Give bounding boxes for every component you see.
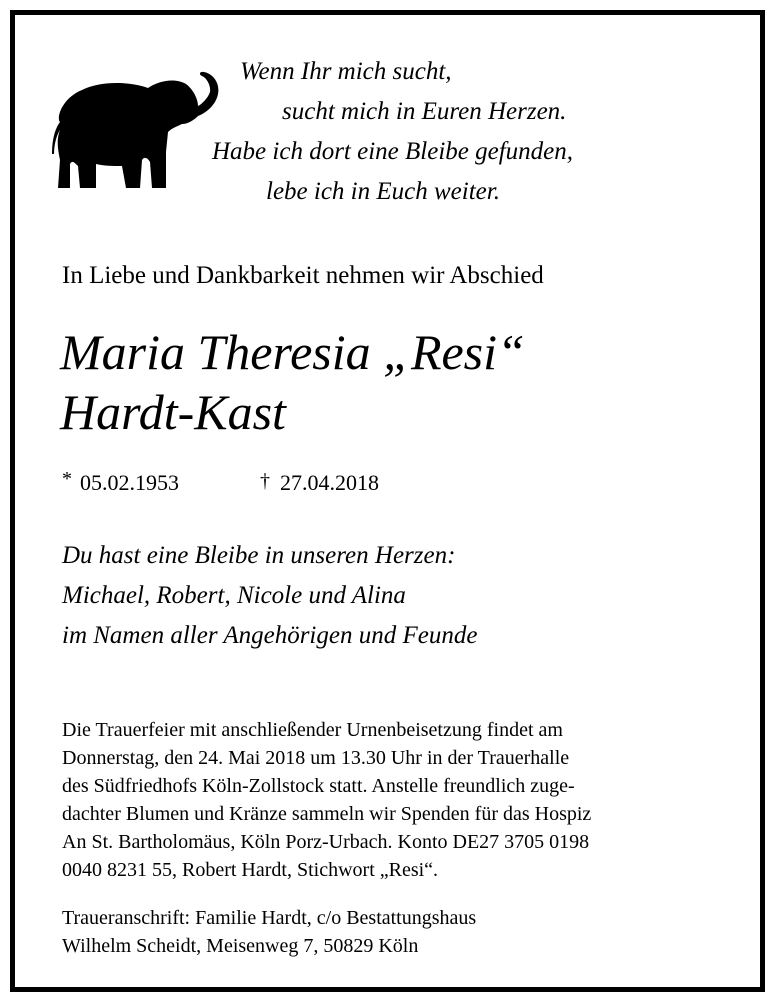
details-line: 0040 8231 55, Robert Hardt, Stichwort „Resi“. bbox=[62, 859, 439, 881]
birth-date: 05.02.1953 bbox=[80, 470, 179, 495]
details-line: Donnerstag, den 24. Mai 2018 um 13.30 Uhr in der Trauerhalle bbox=[62, 747, 570, 769]
details-line: dachter Blumen und Kränze sammeln wir Spenden für das Hospiz bbox=[62, 803, 592, 825]
poem-line: Wenn Ihr mich sucht, bbox=[240, 58, 452, 85]
details-line: des Südfriedhofs Köln-Zollstock statt. Anstelle freundlich zuge- bbox=[62, 775, 575, 797]
address-line: Traueranschrift: Familie Hardt, c/o Bestattungshaus bbox=[62, 907, 477, 929]
farewell-intro: In Liebe und Dankbarkeit nehmen wir Abschied bbox=[62, 262, 544, 289]
signature-line: im Namen aller Angehörigen und Feunde bbox=[62, 622, 478, 649]
signature-line: Du hast eine Bleibe in unseren Herzen: bbox=[62, 542, 456, 569]
deceased-name-line2: Hardt-Kast bbox=[60, 384, 286, 440]
poem-line: Habe ich dort eine Bleibe gefunden, bbox=[212, 138, 573, 165]
mourning-address bbox=[62, 904, 476, 960]
address-line: Wilhelm Scheidt, Meisenweg 7, 50829 Köln bbox=[62, 935, 419, 957]
signature-line: Michael, Robert, Nicole und Alina bbox=[62, 582, 406, 609]
poem-line: lebe ich in Euch weiter. bbox=[266, 178, 500, 205]
deceased-name bbox=[60, 322, 525, 442]
elephant-icon bbox=[52, 70, 222, 190]
details-line: An St. Bartholomäus, Köln Porz-Urbach. Konto DE27 3705 0198 bbox=[62, 831, 590, 853]
signature-block bbox=[62, 536, 477, 656]
poem-line: sucht mich in Euren Herzen. bbox=[282, 98, 567, 125]
deceased-name-line1: Maria Theresia „Resi“ bbox=[60, 324, 525, 380]
birth-symbol: * bbox=[62, 468, 72, 490]
death-symbol: † bbox=[260, 470, 270, 492]
death-date: 27.04.2018 bbox=[280, 470, 379, 495]
funeral-details bbox=[62, 716, 591, 884]
details-line: Die Trauerfeier mit anschließender Urnenbeisetzung findet am bbox=[62, 719, 563, 741]
